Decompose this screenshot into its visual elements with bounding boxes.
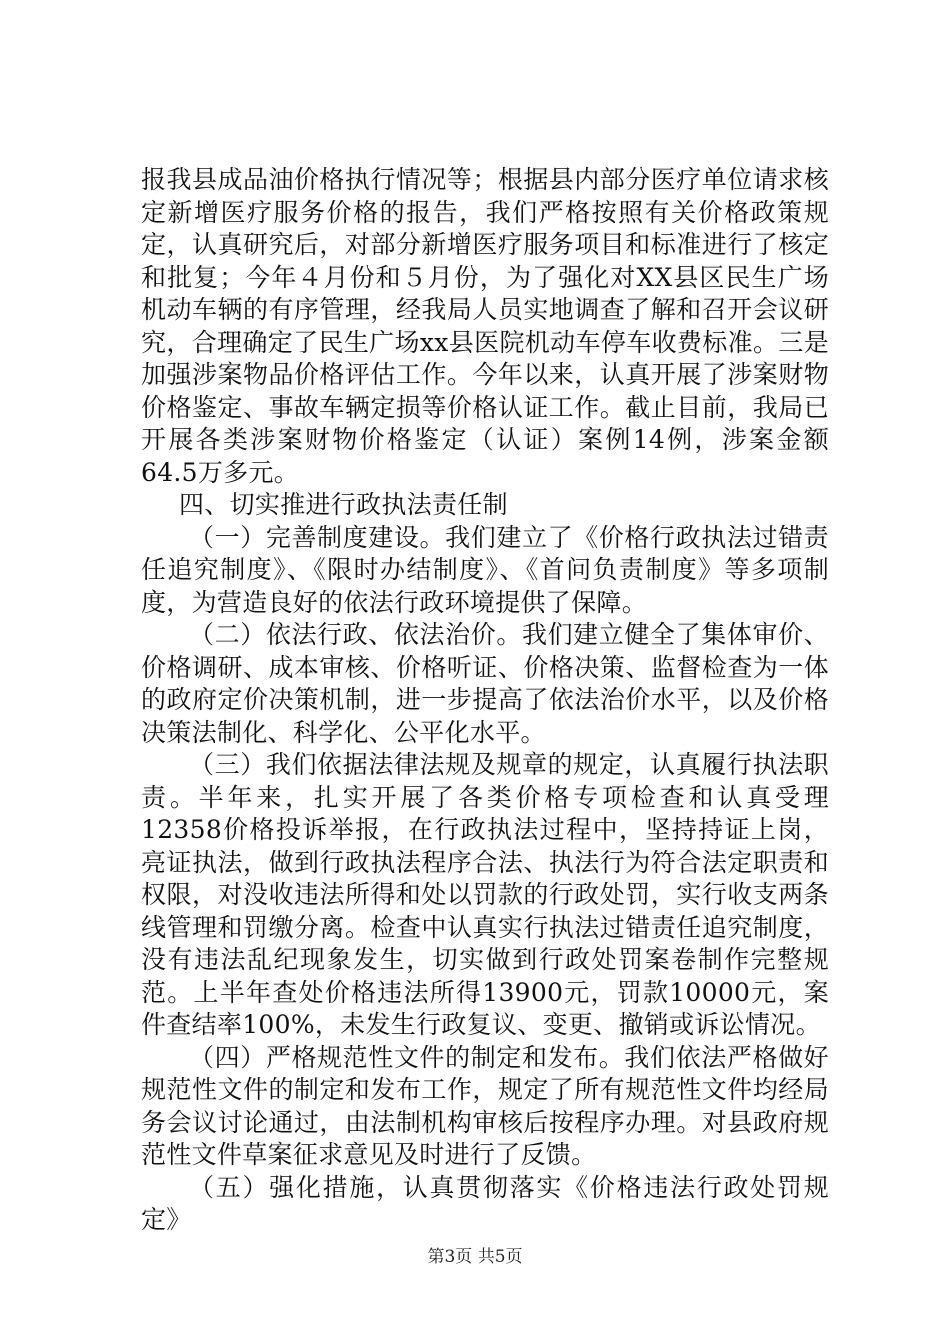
paragraph-item-2: （二）依法行政、依法治价。我们建立健全了集体审价、价格调研、成本审核、价格听证、价格决策、监督检查为一体的政府定价决策机制，进一步提高了依法治价水平，以及价格决策法制化、科学化、公平化水平。 — [141, 620, 829, 747]
document-body — [141, 164, 829, 1237]
paragraph-item-4: （四）严格规范性文件的制定和发布。我们依法严格做好规范性文件的制定和发布工作，规定了所有规范性文件均经局务会议讨论通过，由法制机构审核后按程序办理。对县政府规范性文件草案征求意见及时进行了反馈。 — [141, 1042, 829, 1169]
page-number-footer: 第3页 共5页 — [427, 1247, 523, 1267]
section-heading: 四、切实推进行政执法责任制 — [179, 490, 508, 519]
paragraph-item-1: （一）完善制度建设。我们建立了《价格行政执法过错责任追究制度》、《限时办结制度》、《首问负责制度》等多项制度，为营造良好的依法行政环境提供了保障。 — [141, 522, 829, 617]
paragraph-continuation: 报我县成品油价格执行情况等；根据县内部分医疗单位请求核定新增医疗服务价格的报告，我们严格按照有关价格政策规定，认真研究后，对部分新增医疗服务项目和标准进行了核定和批复；今年４月份和５月份，为了强化对XX县区民生广场机动车辆的有序管理，经我局人员实地调查了解和召开会议研究，合理确定了民生广场xx县医院机动车停车收费标准。三是加强涉案物品价格评估工作。今年以来，认真开展了涉案财物价格鉴定、事故车辆定损等价格认证工作。截止目前，我局已开展各类涉案财物价格鉴定（认证）案例14例，涉案金额64.5万多元。 — [141, 165, 829, 487]
paragraph-item-3: （三）我们依据法律法规及规章的规定，认真履行执法职责。半年来，扎实开展了各类价格专项检查和认真受理12358价格投诉举报，在行政执法过程中，坚持持证上岗，亮证执法，做到行政执法程序合法、执法行为符合法定职责和权限，对没收违法所得和处以罚款的行政处罚，实行收支两条线管理和罚缴分离。检查中认真实行执法过错责任追究制度，没有违法乱纪现象发生，切实做到行政处罚案卷制作完整规范。上半年查处价格违法所得13900元，罚款10000元，案件查结率100%，未发生行政复议、变更、撤销或诉讼情况。 — [141, 750, 829, 1039]
paragraph-item-5: （五）强化措施，认真贯彻落实《价格违法行政处罚规定》 — [141, 1172, 829, 1234]
